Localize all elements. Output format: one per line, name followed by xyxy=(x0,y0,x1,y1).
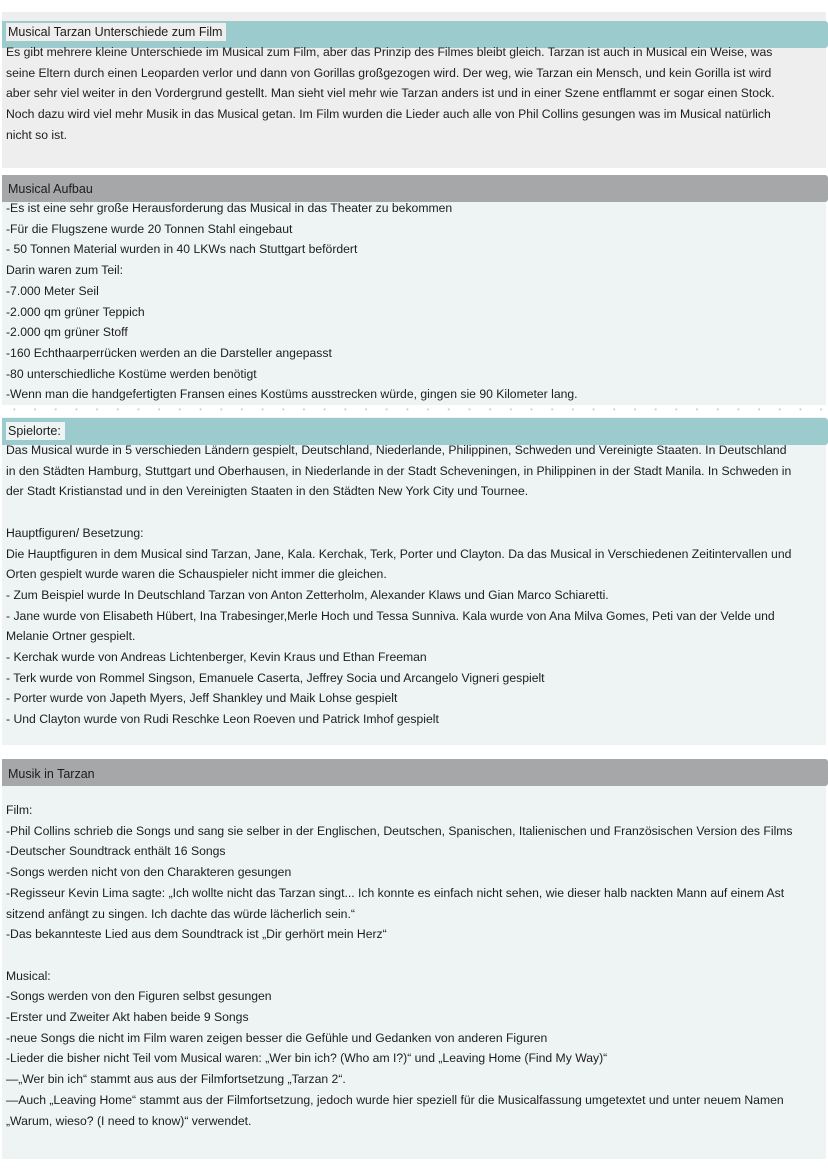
list-item: -2.000 qm grüner Stoff xyxy=(6,325,128,340)
list-item: - Jane wurde von Elisabeth Hübert, Ina Trabesinger,Merle Hoch und Tessa Sunniva. Kala wurde von Ana Milva Gomes, Peti van der Velde und Melanie Ortner gespielt. xyxy=(6,608,775,644)
list-item: -Songs werden nicht von den Charakteren gesungen xyxy=(6,865,292,880)
list-item: -Songs werden von den Figuren selbst gesungen xyxy=(6,989,272,1004)
section-title: Musical Aufbau xyxy=(8,182,93,196)
list-item: —„Wer bin ich“ stammt aus aus der Filmfortsetzung „Tarzan 2“. xyxy=(6,1072,346,1087)
section-body xyxy=(6,42,796,146)
section-title: Musical Tarzan Unterschiede zum Film xyxy=(6,23,226,41)
paragraph: Die Hauptfiguren in dem Musical sind Tarzan, Jane, Kala. Kerchak, Terk, Porter und Clayton. Da das Musical in Verschiedenen Zeitintervallen und Orten gespielt wurde waren die Schauspieler nicht immer die gleichen. xyxy=(6,546,792,582)
section-body xyxy=(6,800,796,1131)
list-item: -Das bekannteste Lied aus dem Soundtrack ist „Dir gerhört mein Herz“ xyxy=(6,927,387,942)
list-item: -160 Echthaarperrücken werden an die Darsteller angepasst xyxy=(6,345,332,360)
list-item: - Terk wurde von Rommel Singson, Emanuele Caserta, Jeffrey Socia und Arcangelo Vigneri gespielt xyxy=(6,670,545,685)
section-title: Musik in Tarzan xyxy=(8,767,95,781)
section-body xyxy=(6,198,796,405)
list-item: - Zum Beispiel wurde In Deutschland Tarzan von Anton Zetterholm, Alexander Klaws und Gian Marco Schiaretti. xyxy=(6,587,609,602)
section-header-bar xyxy=(2,759,828,786)
list-item: -Wenn man die handgefertigten Fransen eines Kostüms ausstrecken würde, gingen sie 90 Kilometer lang. xyxy=(6,387,578,402)
section-spielorte xyxy=(2,417,826,745)
list-item: -2.000 qm grüner Teppich xyxy=(6,304,145,319)
subheading: Hauptfiguren/ Besetzung: xyxy=(6,525,144,540)
list-item: -Erster und Zweiter Akt haben beide 9 Songs xyxy=(6,1010,249,1025)
list-item: - 50 Tonnen Material wurden in 40 LKWs nach Stuttgart befördert xyxy=(6,242,358,257)
paragraph: Es gibt mehrere kleine Unterschiede im Musical zum Film, aber das Prinzip des Filmes bleibt gleich. Tarzan ist auch in Musical ein Weise, was seine Eltern durch einen Leoparden verlor und dann von Gorillas großgezogen wird. Der weg, wie Tarzan ein Mensch, und kein Gorilla ist wird aber sehr viel weiter in den Vordergrund gestellt. Man sieht viel mehr wie Tarzan anders ist und in einer Szene entflammt er sogar einen Stock. Noch dazu wird viel mehr Musik in das Musical getan. Im Film wurden die Lieder auch alle von Phil Collins gesungen was im Musical natürlich nicht so ist. xyxy=(6,45,775,142)
subheading: Musical: xyxy=(6,968,51,983)
list-item: - Kerchak wurde von Andreas Lichtenberger, Kevin Kraus und Ethan Freeman xyxy=(6,650,427,665)
list-item: -Phil Collins schrieb die Songs und sang sie selber in der Englischen, Deutschen, Spanischen, Italienischen und Französischen Version des Films xyxy=(6,823,793,838)
list-item: - Porter wurde von Japeth Myers, Jeff Shankley und Maik Lohse gespielt xyxy=(6,691,398,706)
list-item: -Lieder die bisher nicht Teil vom Musical waren: „Wer bin ich? (Who am I?)“ und „Leaving Home (Find My Way)“ xyxy=(6,1051,608,1066)
list-item: -Es ist eine sehr große Herausforderung das Musical in das Theater zu bekommen xyxy=(6,201,453,215)
list-item: —Auch „Leaving Home“ stammt aus der Filmfortsetzung, jedoch wurde hier speziell für die Musicalfassung umgetextet und unter neuem Namen „Warum, wieso? (I need to know)“ verwendet. xyxy=(6,1092,784,1128)
list-item: Darin waren zum Teil: xyxy=(6,263,123,278)
list-item: -Regisseur Kevin Lima sagte: „Ich wollte nicht das Tarzan singt... Ich konnte es einfach nicht sehen, wie dieser halb nackten Mann auf einem Ast sitzend anfängt zu singen. Ich dachte das würde lächerlich sein.“ xyxy=(6,885,785,921)
list-item: -80 unterschiedliche Kostüme werden benötigt xyxy=(6,366,257,381)
list-item: -neue Songs die nicht im Film waren zeigen besser die Gefühle und Gedanken von anderen Figuren xyxy=(6,1030,548,1045)
section-title: Spielorte: xyxy=(6,422,65,440)
paragraph: Das Musical wurde in 5 verschieden Ländern gespielt, Deutschland, Niederlande, Philippinen, Schweden und Vereinigte Staaten. In Deutschland in den Städten Hamburg, Stuttgart und Oberhausen, in Niederlande in der Stadt Scheveningen, in Philippinen in der Stadt Manila. In Schweden in der Stadt Kristianstad und in den Vereinigten Staaten in den Städten New York City und Tournee. xyxy=(6,443,792,499)
subheading: Film: xyxy=(6,803,33,817)
section-body xyxy=(6,440,796,730)
list-item: -Für die Flugszene wurde 20 Tonnen Stahl eingebaut xyxy=(6,221,293,236)
section-aufbau xyxy=(2,175,826,405)
section-musik xyxy=(2,759,826,1159)
list-item: - Und Clayton wurde von Rudi Reschke Leon Roeven und Patrick Imhof gespielt xyxy=(6,712,439,727)
list-item: -7.000 Meter Seil xyxy=(6,283,99,298)
list-item: -Deutscher Soundtrack enthält 16 Songs xyxy=(6,844,226,859)
section-unterschiede xyxy=(2,12,826,168)
